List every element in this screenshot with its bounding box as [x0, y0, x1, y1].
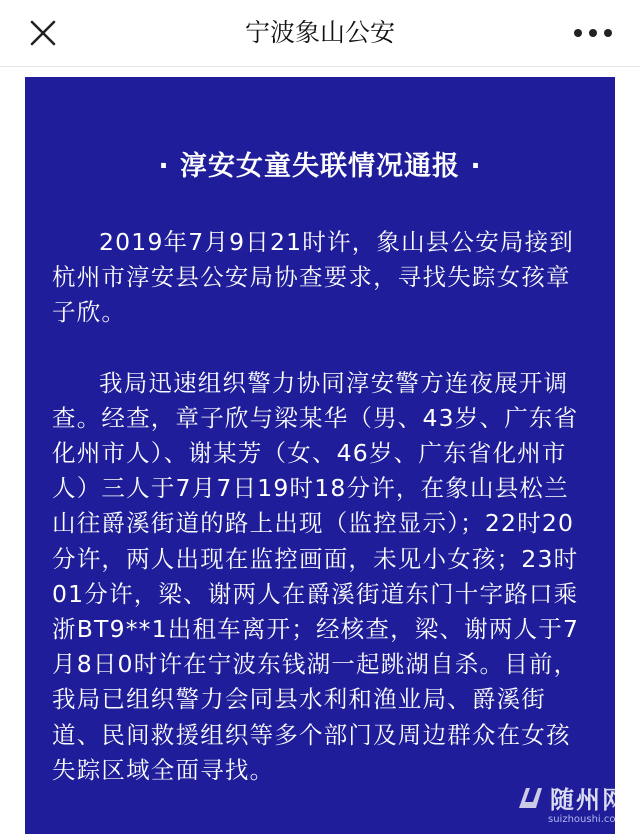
more-options-button[interactable]	[568, 18, 618, 48]
watermark-logo-icon	[516, 782, 546, 812]
notice-title: · 淳安女童失联情况通报 ·	[158, 151, 482, 182]
page-title: 宁波象山公安	[244, 18, 395, 47]
watermark-text: 随州网	[550, 786, 628, 814]
more-dots-icon	[568, 18, 618, 48]
notice-paragraph: 我局迅速组织警力协同淳安警方连夜展开调查。经查，章子欣与梁某华（男、43岁、广东省化州市人）、谢某芳（女、46岁、广东省化州市人）三人于7月7日19时18分许，在象山县松兰山往爵溪街道的路上出现（监控显示）；22时20分许，两人出现在监控画面，未见小女孩；23时01分许，梁、谢两人在爵溪街道东门十字路口乘浙BT9**1出租车离开；经核查，梁、谢两人于7月8日0时许在宁波东钱湖一起跳湖自杀。目前，我局已组织警力会同县水利和渔业局、爵溪街道、民间救援组织等多个部门及周边群众在女孩失踪区域全面寻找。	[52, 368, 580, 784]
watermark-url: suizhoushi.co	[548, 814, 616, 825]
notice-paragraph: 2019年7月9日21时许，象山县公安局接到杭州市淳安县公安局协查要求，寻找失踪女孩章子欣。	[52, 228, 575, 327]
top-bar	[0, 0, 640, 67]
watermark	[510, 778, 640, 834]
notice-panel	[25, 77, 615, 834]
